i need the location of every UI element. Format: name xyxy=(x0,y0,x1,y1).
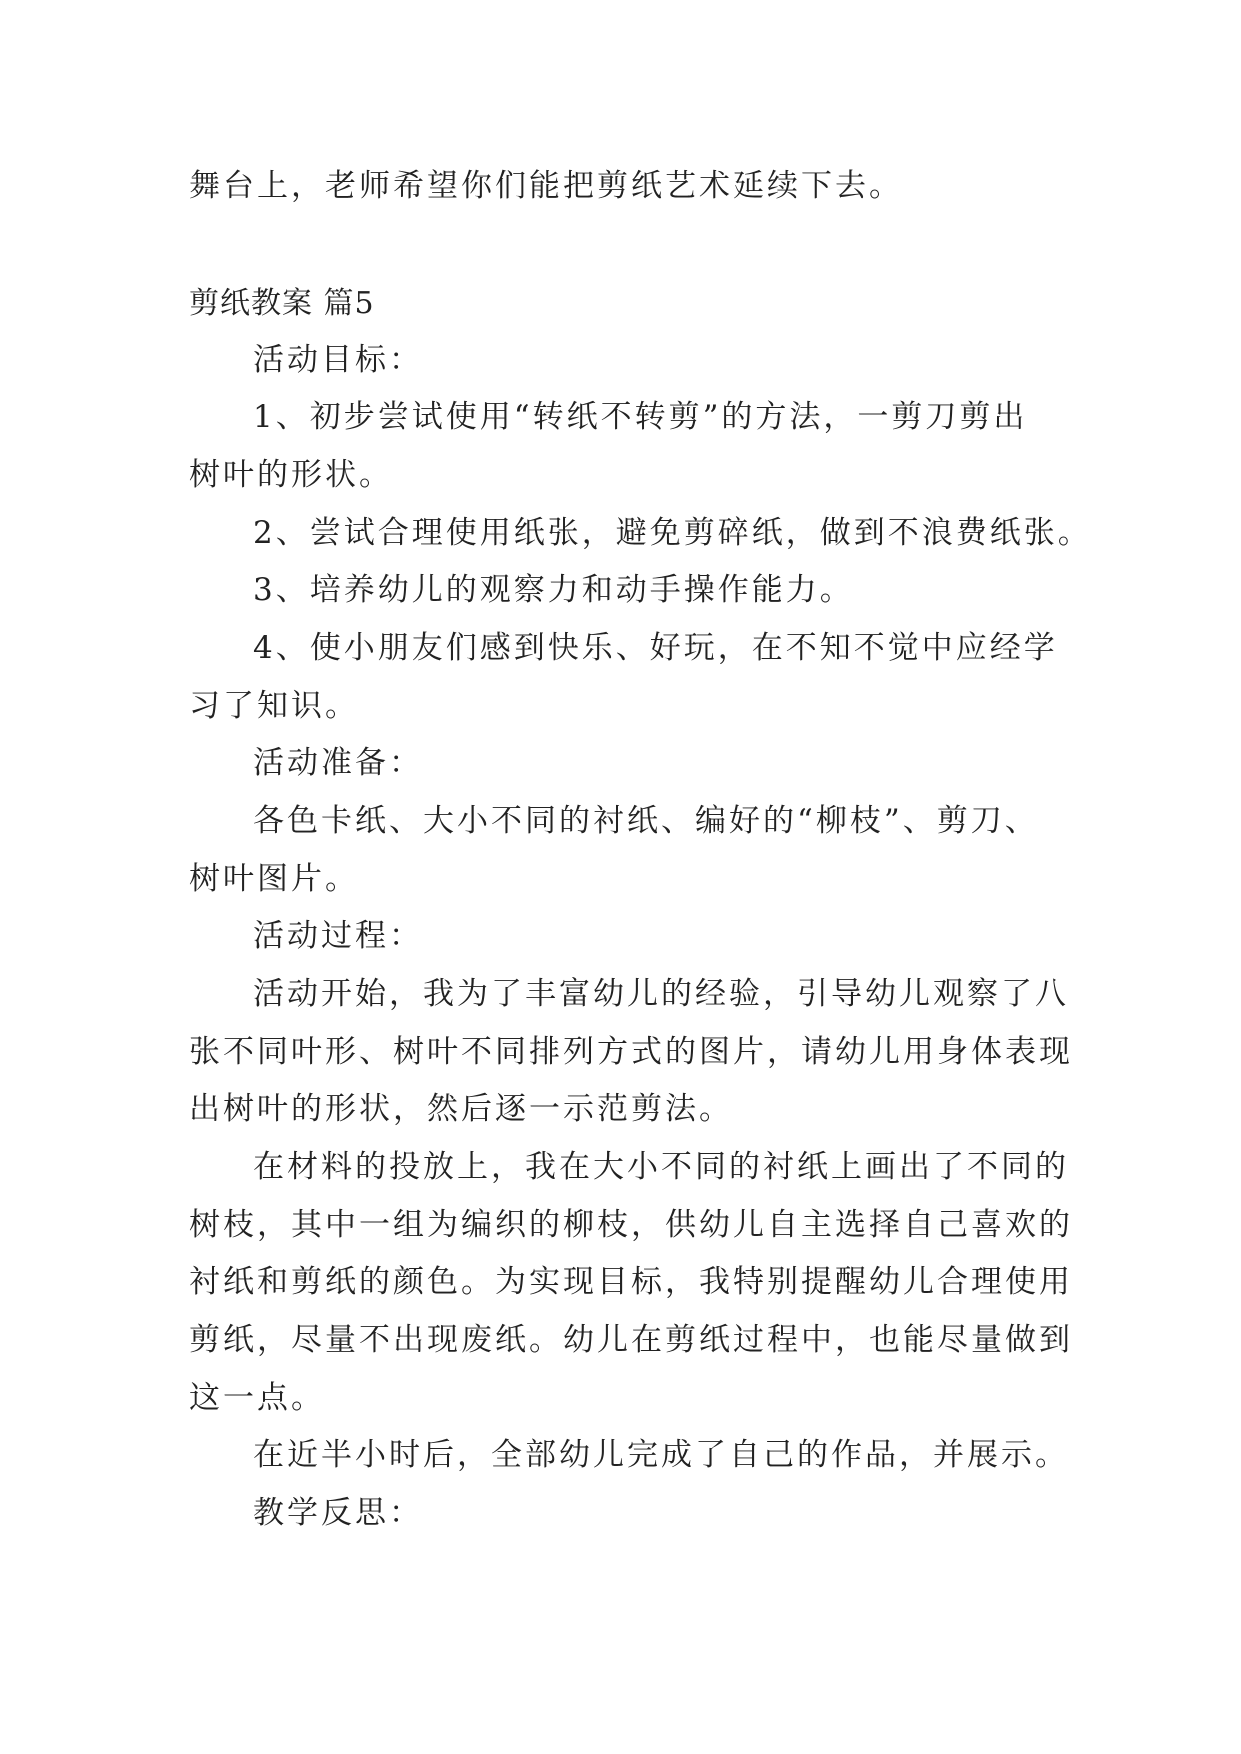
paragraph-line: 活动开始，我为了丰富幼儿的经验，引导幼儿观察了八 xyxy=(253,976,1069,1012)
paragraph-line: 舞台上，老师希望你们能把剪纸艺术延续下去。 xyxy=(189,168,903,204)
paragraph-line: 树枝，其中一组为编织的柳枝，供幼儿自主选择自己喜欢的 xyxy=(189,1207,1073,1243)
paragraph-line: 衬纸和剪纸的颜色。为实现目标，我特别提醒幼儿合理使用 xyxy=(189,1264,1073,1300)
paragraph-line: 3、培养幼儿的观察力和动手操作能力。 xyxy=(253,572,854,608)
paragraph-line: 2、尝试合理使用纸张，避免剪碎纸，做到不浪费纸张。 xyxy=(253,515,1092,551)
paragraph-line: 1、初步尝试使用“转纸不转剪”的方法，一剪刀剪出 xyxy=(253,399,1028,435)
subheading-activity-goals: 活动目标： xyxy=(253,342,423,378)
paragraph-line: 剪纸，尽量不出现废纸。幼儿在剪纸过程中，也能尽量做到 xyxy=(189,1322,1073,1358)
subheading-activity-process: 活动过程： xyxy=(253,918,423,954)
paragraph-line: 各色卡纸、大小不同的衬纸、编好的“柳枝”、剪刀、 xyxy=(253,803,1039,839)
section-heading: 剪纸教案 篇5 xyxy=(189,286,375,321)
paragraph-line: 这一点。 xyxy=(189,1380,325,1416)
paragraph-line: 习了知识。 xyxy=(189,688,359,724)
paragraph-line: 在材料的投放上，我在大小不同的衬纸上画出了不同的 xyxy=(253,1149,1069,1185)
subheading-activity-preparation: 活动准备： xyxy=(253,745,423,781)
paragraph-line: 张不同叶形、树叶不同排列方式的图片，请幼儿用身体表现 xyxy=(189,1034,1073,1070)
paragraph-line: 在近半小时后，全部幼儿完成了自己的作品，并展示。 xyxy=(253,1437,1069,1473)
paragraph-line: 出树叶的形状，然后逐一示范剪法。 xyxy=(189,1091,733,1127)
subheading-teaching-reflection: 教学反思： xyxy=(253,1495,423,1531)
paragraph-line: 树叶的形状。 xyxy=(189,457,393,493)
paragraph-line: 树叶图片。 xyxy=(189,861,359,897)
paragraph-line: 4、使小朋友们感到快乐、好玩，在不知不觉中应经学 xyxy=(253,630,1058,666)
